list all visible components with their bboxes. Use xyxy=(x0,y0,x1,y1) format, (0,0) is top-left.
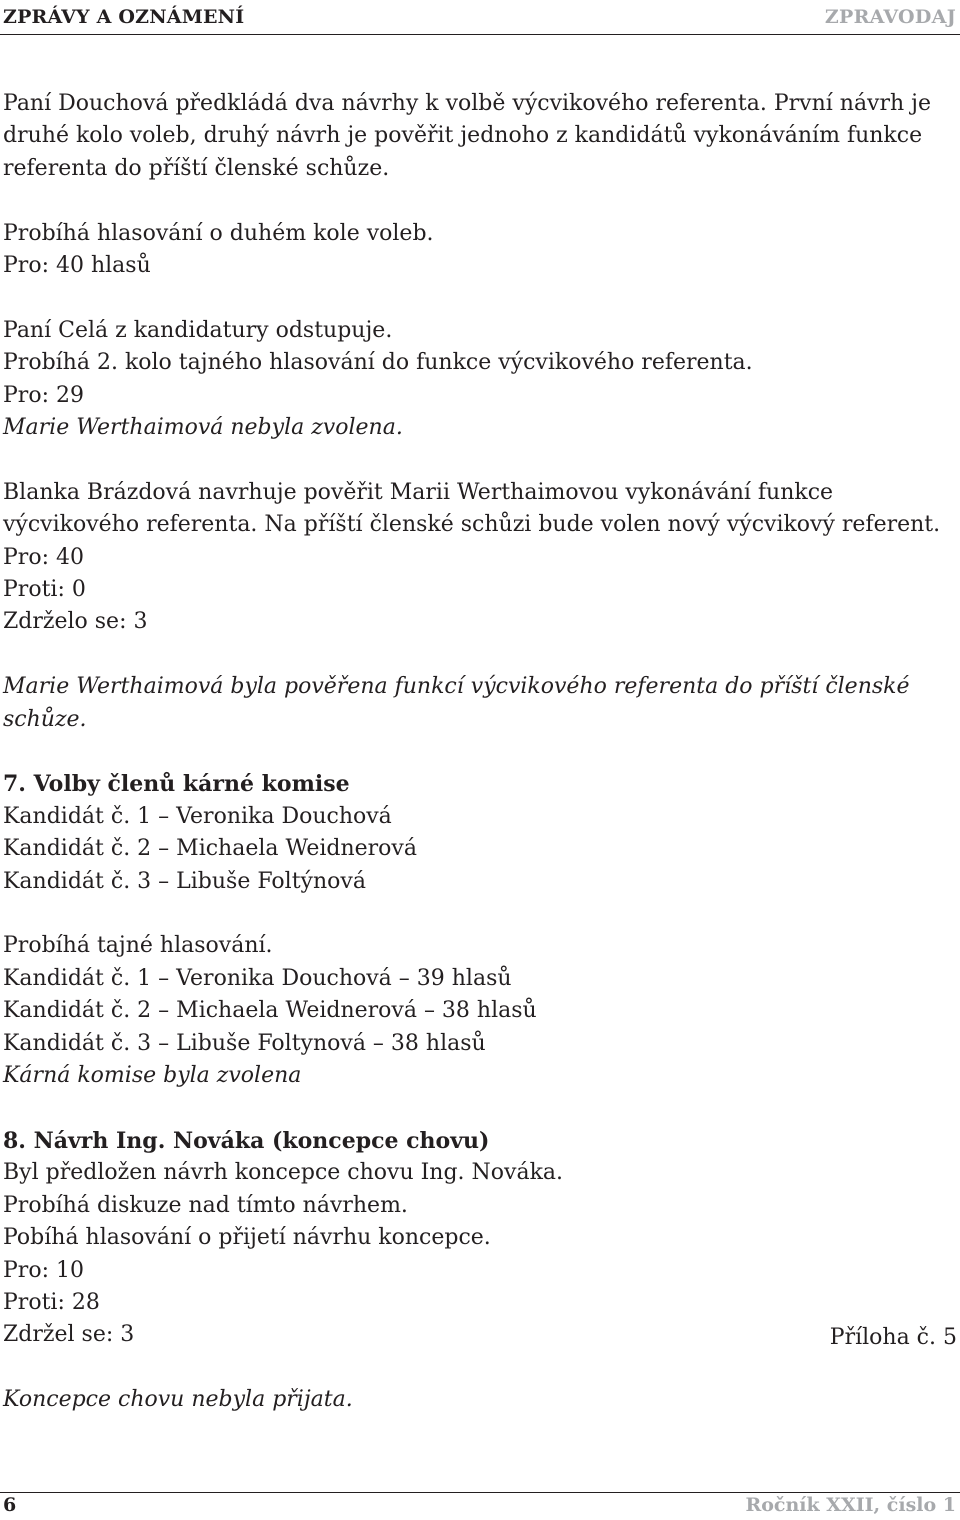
spacer xyxy=(3,736,960,768)
proposal-submitted-line: Byl předložen návrh koncepce chovu Ing. Nováka. xyxy=(3,1160,564,1186)
vote-abstain-line: Zdrželo se: 3 xyxy=(3,609,148,635)
vote-result-line: Pro: 29 xyxy=(3,382,84,408)
vote-adoption-line: Pobíhá hlasování o přijetí návrhu koncepce. xyxy=(3,1225,491,1251)
candidate-line: Kandidát č. 2 – Michaela Weidnerová xyxy=(3,836,417,862)
paragraph-delegation-proposal: Blanka Brázdová navrhuje pověřit Marii Werthaimovou vykonávání funkce výcvikového referenta. Na příští členské schůzi bude volen nový výcvikový referent. xyxy=(3,479,941,538)
appendix-label: Příloha č. 5 xyxy=(829,1325,957,1350)
spacer xyxy=(3,185,960,217)
paragraph-proposals: Paní Douchová předkládá dva návrhy k volbě výcvikového referenta. První návrh je druhé kolo voleb, druhý návrh je pověřit jednoho z kandidátů vykonáváním funkce referenta do příští členské schůze. xyxy=(3,91,932,181)
spacer xyxy=(3,444,960,476)
vote-against-line: Proti: 0 xyxy=(3,577,86,603)
header-publication-name: ZPRAVODAJ xyxy=(824,6,956,28)
secret-vote-line: Probíhá tajné hlasování. xyxy=(3,933,273,959)
secret-vote-line: Probíhá 2. kolo tajného hlasování do funkce výcvikového referenta. xyxy=(3,350,753,376)
vote-result-line: Pro: 40 hlasů xyxy=(3,253,151,279)
delegation-result-note: Marie Werthaimová byla pověřena funkcí výcvikového referenta do příští členské schůze. xyxy=(3,674,910,732)
vote-for-line: Pro: 10 xyxy=(3,1257,84,1283)
spacer xyxy=(3,1093,960,1125)
not-elected-note: Marie Werthaimová nebyla zvolena. xyxy=(3,415,403,441)
committee-elected-note: Kárná komise byla zvolena xyxy=(3,1063,302,1089)
section-7-heading: 7. Volby členů kárné komise xyxy=(3,771,350,798)
spacer xyxy=(3,639,960,671)
concept-rejected-note: Koncepce chovu nebyla přijata. xyxy=(3,1387,353,1413)
withdrawal-line: Paní Celá z kandidatury odstupuje. xyxy=(3,317,393,343)
spacer xyxy=(3,1352,960,1384)
spacer xyxy=(3,898,960,930)
issue-label: Ročník XXII, číslo 1 xyxy=(745,1494,956,1516)
vote-abstain-line: Zdržel se: 3 xyxy=(3,1322,135,1348)
footer-rule xyxy=(0,1492,960,1493)
vote-second-round-line: Probíhá hlasování o duhém kole voleb. xyxy=(3,220,434,246)
discussion-line: Probíhá diskuze nad tímto návrhem. xyxy=(3,1192,408,1218)
page-number: 6 xyxy=(3,1494,17,1516)
candidate-line: Kandidát č. 3 – Libuše Foltýnová xyxy=(3,868,366,894)
page-header xyxy=(0,4,960,30)
section-8-heading: 8. Návrh Ing. Nováka (koncepce chovu) xyxy=(3,1127,490,1154)
spacer xyxy=(3,282,960,314)
vote-for-line: Pro: 40 xyxy=(3,544,84,570)
candidate-result-line: Kandidát č. 3 – Libuše Foltynová – 38 hlasů xyxy=(3,1030,486,1056)
header-rule xyxy=(0,34,960,35)
candidate-result-line: Kandidát č. 2 – Michaela Weidnerová – 38 hlasů xyxy=(3,998,537,1024)
candidate-line: Kandidát č. 1 – Veronika Douchová xyxy=(3,803,392,829)
header-section-title: ZPRÁVY A OZNÁMENÍ xyxy=(3,6,245,28)
vote-against-line: Proti: 28 xyxy=(3,1289,100,1315)
document-body xyxy=(3,88,960,1417)
candidate-result-line: Kandidát č. 1 – Veronika Douchová – 39 hlasů xyxy=(3,965,512,991)
